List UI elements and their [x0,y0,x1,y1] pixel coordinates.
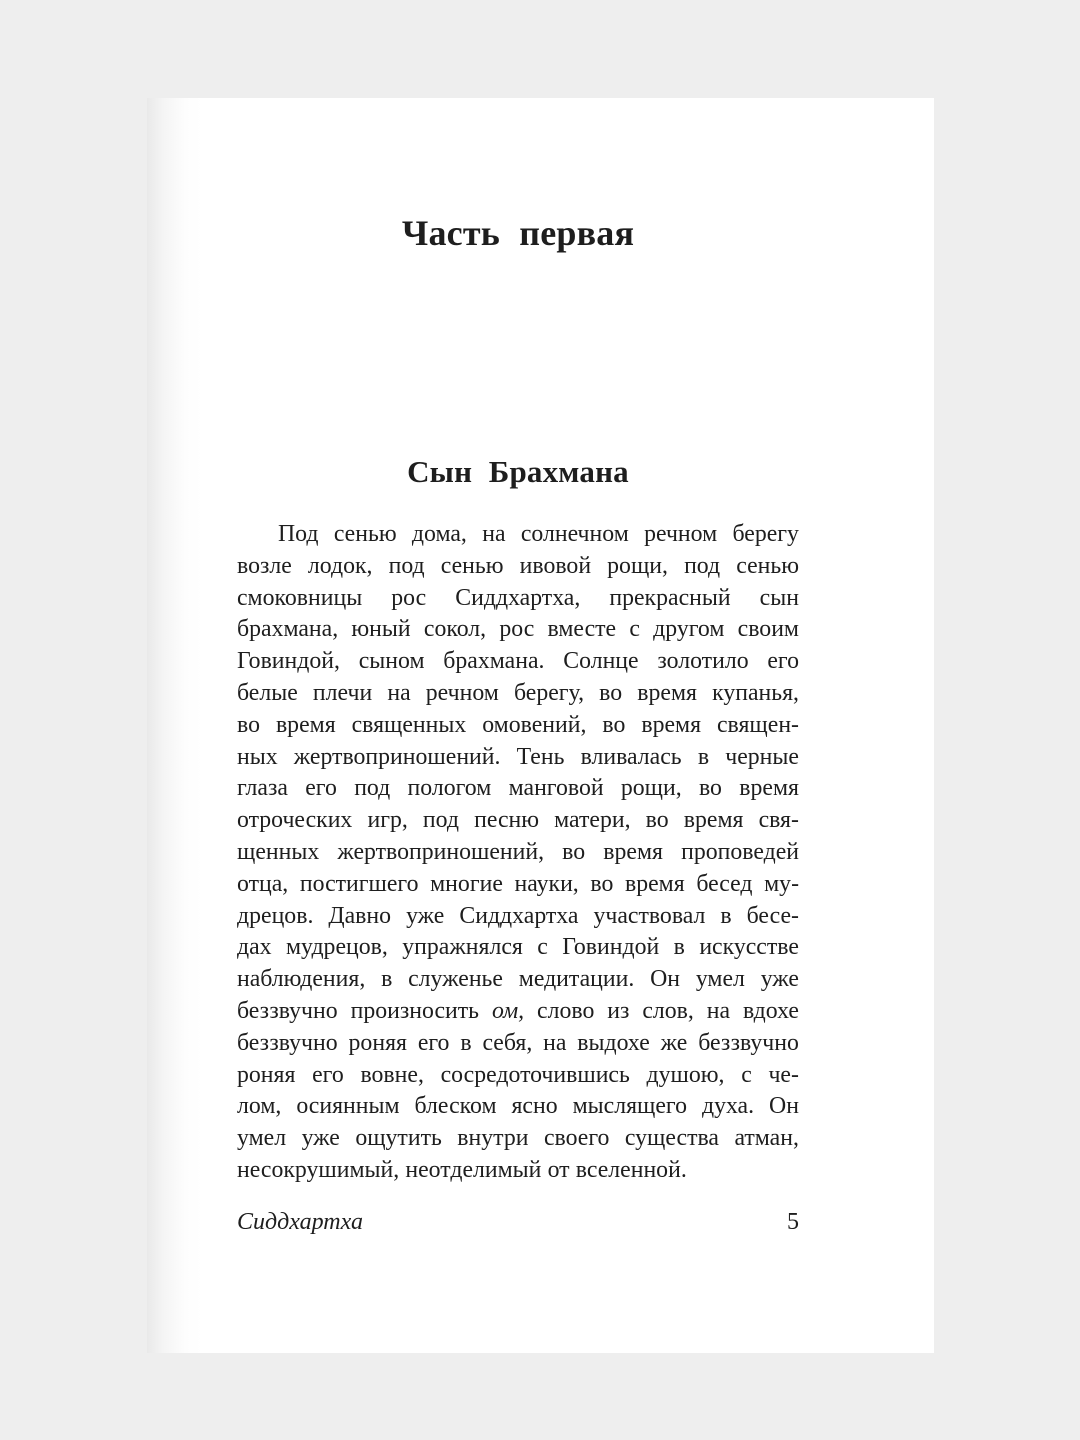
chapter-title: Сын Брахмана [407,454,629,489]
text-line: беззвучно произносить ом, слово из слов, на вдохе [237,997,799,1024]
text-line: отца, постигшего многие науки, во время бесед му- [237,870,799,897]
text-line: возле лодок, под сенью ивовой рощи, под сенью [237,552,799,579]
book-page [147,98,934,1353]
text-column [237,98,799,1353]
text-line: ных жертвоприношений. Тень вливалась в черные [237,743,799,770]
text-line: роняя его вовне, сосредоточившись душою, с че- [237,1061,799,1088]
text-line: Говиндой, сыном брахмана. Солнце золотило его [237,648,799,675]
text-line: смоковницы рос Сиддхартха, прекрасный сын [237,584,799,611]
part-title: Часть первая [401,213,635,253]
text-line: дрецов. Давно уже Сиддхартха участвовал в бесе- [237,902,799,929]
text-line: умел уже ощутить внутри своего существа атман, [237,1125,799,1152]
running-footer-book-title: Сиддхартха [237,1209,363,1235]
text-line: беззвучно роняя его в себя, на выдохе же беззвучно [237,1029,799,1056]
text-line: во время священных омовений, во время священ- [237,711,799,738]
text-line: наблюдения, в служенье медитации. Он умел уже [237,966,799,993]
text-line: лом, осиянным блеском ясно мыслящего духа. Он [237,1093,799,1120]
text-line: щенных жертвоприношений, во время проповедей [237,838,799,865]
text-line: брахмана, юный сокол, рос вместе с другом своим [237,616,799,643]
text-line: несокрушимый, неотделимый от вселенной. [237,1156,687,1183]
page-number: 5 [787,1209,799,1235]
body-paragraph [237,519,799,1187]
text-line: белые плечи на речном берегу, во время купанья, [237,679,799,706]
text-line: Под сенью дома, на солнечном речном берегу [278,521,799,547]
text-line: глаза его под пологом манговой рощи, во время [237,775,799,802]
text-line: отроческих игр, под песню матери, во время свя- [237,807,799,834]
text-line: дах мудрецов, упражнялся с Говиндой в искусстве [237,934,799,961]
running-footer [237,1206,799,1238]
